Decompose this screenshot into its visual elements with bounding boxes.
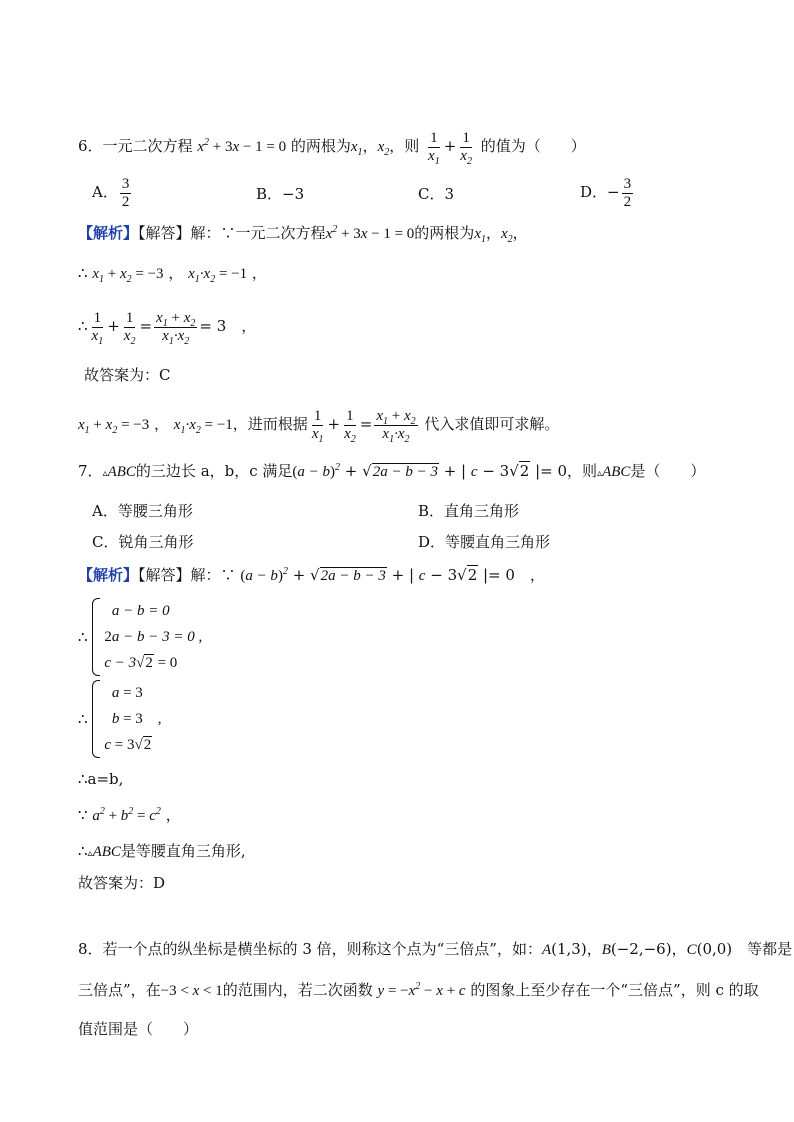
q7-pythagoras: ∵ $a^2 + b^2 = c^2$ ，: [78, 806, 181, 824]
q6-option-c: C．3: [418, 185, 455, 203]
q7-final-answer: 故答案为：D: [78, 874, 166, 892]
q7-system-1: ∴ a − b = 0 2a − b − 3 = 0 , c − 3√2 = 0: [78, 598, 734, 678]
q6-option-a: A． $\frac{3}{2}$: [92, 176, 130, 210]
q7-option-d: D．等腰直角三角形: [418, 533, 551, 551]
q6-number: 6．: [78, 137, 103, 155]
q8-number: 8．: [78, 940, 103, 958]
q6-solution-line2: ∴ $x_1 + x_2 = -3$ ， $x_1\cdot x_2 = -1$ ，: [78, 264, 267, 285]
q8-line3: 值范围是（ ）: [78, 1020, 199, 1038]
q7-system-2: ∴ a = 3 b = 3 , c = 3√2: [78, 680, 734, 760]
q6-solution-line1: 【解析】【解答】解：∵一元二次方程$x^2 + 3x - 1 = 0$的两根为$x_1$，$x_2$，: [78, 224, 528, 245]
q7-conclusion-2: ∴▵ABC是等腰直角三角形,: [78, 842, 246, 860]
q8-line2: 三倍点”，在−3 < x < 1的范围内，若二次函数 $y = -x^2 - x + c$ 的图象上至少存在一个“三倍点”，则 c 的取: [78, 981, 759, 999]
q7-stem: 7．▵ABC的三边长 a，b，c 满足$(a - b)^2 + √2a - b - 3$ + | c − 3√2 |= 0，则▵ABC是（ ）: [78, 462, 706, 480]
q7-conclusion-1: ∴a=b,: [78, 770, 124, 788]
q7-option-c: C．锐角三角形: [92, 533, 194, 551]
q7-option-a: A．等腰三角形: [92, 502, 193, 520]
analysis-tag: 【解析】: [78, 566, 139, 584]
q6-solution-line3: ∴ $\frac{1}{x_1}$ + $\frac{1}{x_2}$ = $\frac{x_1 + x_2}{x_1\cdot x_2}$ = 3 ，: [78, 310, 257, 347]
q6-final-answer: 故答案为：C: [84, 366, 171, 384]
q6-note: $x_1 + x_2 = -3$ ， $x_1\cdot x_2 = -1$，进而根据 $\frac{1}{x_1}$ + $\frac{1}{x_2}$ = $\frac{x_1 + x_2}{x_1\cdot x_2}$ 代入求值即可求解。: [78, 408, 560, 445]
analysis-tag: 【解析】: [78, 224, 139, 242]
q7-solution-line1: 【解析】【解答】解：∵ $(a - b)^2 + √2a - b - 3$ + | c − 3√2 |= 0 ，: [78, 566, 545, 584]
q7-number: 7．: [78, 462, 103, 480]
q6-option-b: B．−3: [256, 185, 305, 203]
q6-option-d: D．− $\frac{3}{2}$: [580, 176, 632, 210]
q8-line1: 8．若一个点的纵坐标是横坐标的 3 倍，则称这个点为“三倍点”，如：A(1,3)，B(−2,−6)，C(0,0) 等都是: [78, 940, 793, 958]
q7-option-b: B．直角三角形: [418, 502, 520, 520]
q6-stem: 6．一元二次方程 $x^2 + 3x - 1 = 0$ 的两根为$x_1$，$x_2$，则 $\frac{1}{x_1}$ + $\frac{1}{x_2}$ 的值为（ ）: [78, 130, 586, 167]
